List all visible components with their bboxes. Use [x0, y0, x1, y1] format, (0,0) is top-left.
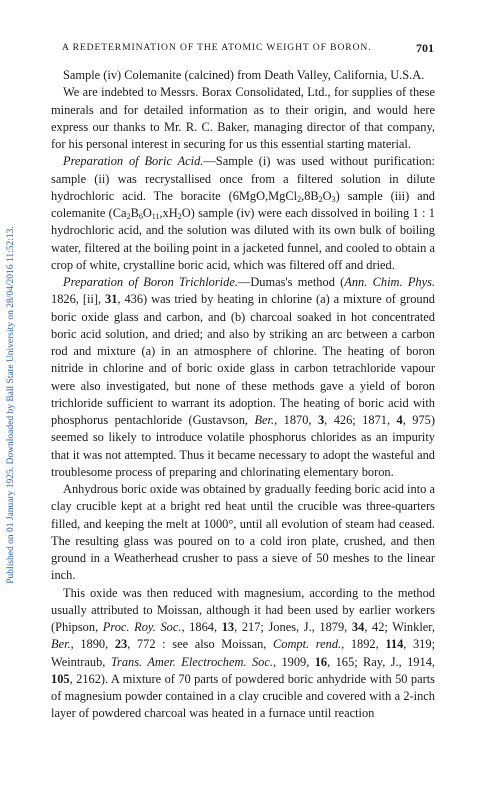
- journal-citation: Ber.: [254, 413, 275, 427]
- paragraph-sample-iv: Sample (iv) Colemanite (calcined) from Death Valley, California, U.S.A.: [63, 68, 425, 82]
- journal-citation: Ann. Chim. Phys.: [344, 275, 436, 289]
- volume-number: 4: [396, 413, 403, 427]
- journal-citation: Trans. Amer. Electrochem. Soc.: [110, 654, 273, 669]
- volume-number: 105: [51, 671, 70, 686]
- paragraph-magnesium-reduction: This oxide was then reduced with magnesium, according to the method usually attributed to Moissan, although it had been used by earlier workers (Phipson, Proc. Roy. Soc., 1864, 13, 217; Jones, J., 1879, 34, 42; Winkler, Ber., 1890, 23, 772 : see also Moissan, Compt. rend., 1892, 114, 319; Weintraub, Trans. Amer. Electrochem. Soc., 1909, 16, 165; Ray, J., 1914, 105, 2162). A mixture of 70 parts of powdered boric anhydride with 50 parts of magnesium powder contained in a clay crucible and covered with a 2-inch layer of powdered charcoal was heated in a furnace until reaction: [51, 585, 436, 721]
- paragraph-boron-trichloride: Preparation of Boron Trichloride.—Dumas's method (Ann. Chim. Phys. 1826, [ii], 31, 436) was tried by heating in chlorine (a) a mixture of ground boric oxide glass and carbon, and (b) charcoal soaked in hot concentrated boric acid solution, and dried; and also by striking an arc between a carbon rod and mixture (a) in an atmosphere of chlorine. The heating of boron nitride in chlorine and of boric oxide glass in carbon tetrachloride vapour were also investigated, but none of these methods gave a yield of boron trichloride sufficient to warrant its adoption. The heating of boric acid with phosphorus pentachloride (Gustavson, Ber., 1870, 3, 426; 1871, 4, 975) seemed so likely to introduce volatile phosphorus chlorides as an impurity that it was not attempted. Thus it became necessary to adopt the wasteful and troublesome process of preparing and chlorinating elementary boron.: [51, 275, 436, 479]
- volume-number: 3: [317, 413, 325, 427]
- running-header: [62, 42, 434, 56]
- page-number: 701: [416, 41, 434, 55]
- section-heading-boron-trichloride: Preparation of Boron Trichloride.: [63, 275, 238, 289]
- volume-number: 16: [314, 654, 328, 669]
- publication-note: Published on 01 January 1925. Downloaded by Ball State University on 28/04/2016 11:52:13.: [6, 226, 16, 584]
- volume-number: 114: [385, 637, 404, 652]
- running-title: A REDETERMINATION OF THE ATOMIC WEIGHT OF BORON.: [62, 42, 372, 53]
- article-body: [51, 67, 435, 723]
- volume-number: 23: [114, 637, 128, 652]
- journal-citation: Proc. Roy. Soc.: [102, 620, 182, 634]
- volume-number: 13: [221, 620, 235, 634]
- volume-number: 31: [105, 292, 118, 307]
- paragraph-boric-acid: Preparation of Boric Acid.—Sample (i) was used without purification: sample (ii) was recrystallised once from a filtered solution in dilute hydrochloric acid. The boracite $(6MgO,MgCl_2,8B_2O_3)$ sample (iii) and colemanite $(Ca_2B_6O_{11},xH_2O)$ sample (iv) were each dissolved in boiling 1 : 1 hydrochloric acid, and the solution was diluted with its own bulk of boiling water, filtered at the boiling point in a jacketed funnel, and cooled to obtain a crop of white, crystalline boric acid, which was filtered off and dried.: [51, 154, 436, 272]
- volume-number: 34: [351, 620, 365, 634]
- download-watermark: [0, 0, 22, 793]
- journal-citation: Compt. rend.: [273, 637, 342, 652]
- paragraph-anhydrous-oxide: Anhydrous boric oxide was obtained by gradually feeding boric acid into a clay crucible kept at a bright red heat until the crucible was three-quarters filled, and keeping the melt at 1000°, until all evolution of steam had ceased. The resulting glass was poured on to a cold iron plate, crushed, and then ground in a Weatherhead crusher to pass a sieve of 50 meshes to the linear inch.: [51, 482, 435, 583]
- journal-citation: Ber.: [51, 637, 71, 652]
- paragraph-acknowledgement: We are indebted to Messrs. Borax Consolidated, Ltd., for supplies of these minerals and for detailed information as to their origin, and would here express our thanks to Mr. R. C. Baker, managing director of that company, for his personal interest in securing for us this essential starting material.: [51, 85, 435, 151]
- section-heading-boric-acid: Preparation of Boric Acid.: [63, 154, 204, 169]
